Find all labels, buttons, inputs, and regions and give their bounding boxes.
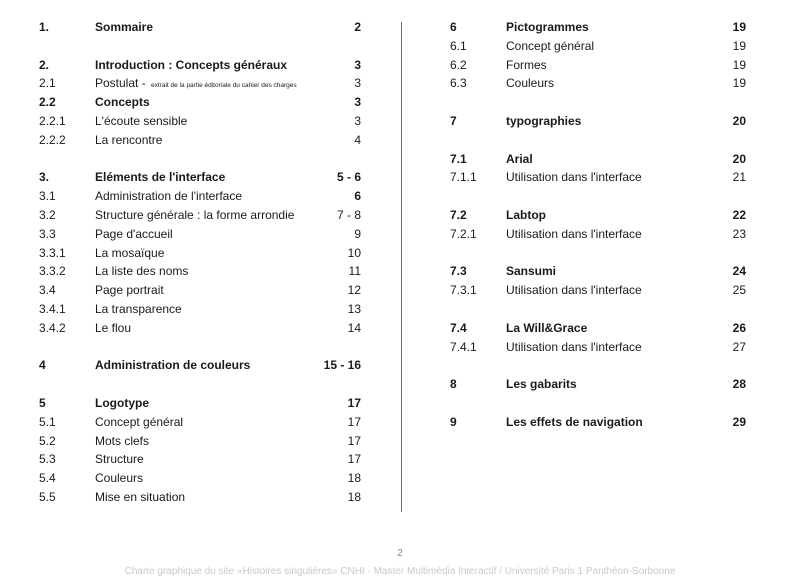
toc-entry-title-text: Eléments de l'interface [95, 170, 226, 185]
toc-left-column [39, 18, 361, 507]
toc-entry-title-text: L'écoute sensible [95, 113, 188, 128]
toc-entry-title [95, 131, 162, 150]
toc-entry-number: 6.1 [450, 38, 467, 53]
toc-entry-title-text: Page d'accueil [95, 226, 173, 241]
toc-entry-title-text: Administration de couleurs [95, 358, 251, 373]
toc-entry-title-text: Structure [95, 452, 144, 467]
toc-entry-title [95, 450, 144, 469]
toc-entry-page: 25 [732, 283, 746, 298]
toc-entry-page: 20 [732, 113, 746, 128]
toc-entry-number: 8 [450, 377, 457, 392]
toc-entry-page: 17 [347, 452, 361, 467]
toc-entry [39, 206, 361, 225]
toc-entry-title [95, 206, 294, 225]
toc-entry-title-text: Mots clefs [95, 433, 150, 448]
toc-entry-page: 19 [732, 38, 746, 53]
toc-spacer [39, 338, 361, 357]
toc-spacer [39, 150, 361, 169]
toc-entry-number: 6.2 [450, 57, 467, 72]
toc-entry-page: 3 [354, 113, 361, 128]
toc-entry-page: 19 [732, 57, 746, 72]
toc-entry [450, 375, 746, 394]
toc-entry-title [95, 413, 183, 432]
toc-entry-page: 5 - 6 [336, 170, 361, 185]
toc-entry [39, 225, 361, 244]
toc-entry-page: 6 [354, 189, 361, 204]
toc-entry-title-text: typographies [506, 113, 582, 128]
toc-entry-title [95, 300, 182, 319]
toc-entry [39, 450, 361, 469]
toc-spacer [450, 300, 746, 319]
toc-entry-title [95, 281, 164, 300]
toc-entry-page: 27 [732, 339, 746, 354]
toc-entry-page: 21 [732, 170, 746, 185]
toc-entry-page: 4 [354, 132, 361, 147]
toc-entry-title-text: Les effets de navigation [506, 414, 643, 429]
toc-entry-page: 26 [732, 320, 746, 335]
toc-entry-title-text: Labtop [506, 207, 546, 222]
toc-entry-title [506, 281, 642, 300]
toc-entry-title [506, 262, 556, 281]
toc-entry-number: 5.3 [39, 452, 56, 467]
toc-entry-title-text: Pictogrammes [506, 20, 589, 34]
toc-entry-title-text: Introduction : Concepts généraux [95, 57, 288, 72]
toc-entry-title-text: Le flou [95, 320, 132, 335]
toc-entry [39, 469, 361, 488]
toc-entry-title-text: Sansumi [506, 264, 557, 279]
toc-spacer [450, 394, 746, 413]
toc-spacer [39, 375, 361, 394]
toc-entry [450, 18, 746, 37]
toc-entry-number: 3.1 [39, 189, 56, 204]
toc-entry-number: 7 [450, 113, 457, 128]
toc-entry-title [506, 375, 577, 394]
toc-entry [450, 413, 746, 432]
toc-entry-title-text: Concept général [95, 414, 184, 429]
toc-entry-number: 5.5 [39, 489, 56, 504]
toc-entry-number: 9 [450, 414, 457, 429]
toc-entry-title-text: Sommaire [95, 20, 154, 34]
toc-entry [450, 338, 746, 357]
toc-entry-page: 15 - 16 [323, 358, 361, 373]
toc-entry [39, 319, 361, 338]
toc-entry-title [506, 206, 546, 225]
toc-entry-number: 5.4 [39, 471, 56, 486]
toc-entry [450, 262, 746, 281]
toc-entry-number: 7.4.1 [450, 339, 477, 354]
toc-right-column [450, 18, 746, 432]
toc-entry [39, 300, 361, 319]
toc-entry [39, 93, 361, 112]
toc-entry-page: 23 [732, 226, 746, 241]
toc-entry-page: 29 [732, 414, 746, 429]
toc-entry-number: 4 [39, 358, 46, 373]
toc-entry-number: 2.2.1 [39, 113, 66, 128]
toc-entry-title [95, 56, 287, 75]
toc-entry-number: 5.1 [39, 414, 56, 429]
toc-spacer [450, 131, 746, 150]
toc-entry-number: 7.2 [450, 207, 467, 222]
toc-entry-title [506, 112, 581, 131]
toc-entry-number: 2.2 [39, 95, 56, 110]
toc-entry-number: 2. [39, 57, 50, 72]
toc-entry-title [506, 150, 533, 169]
toc-entry-number: 7.1 [450, 151, 467, 166]
toc-entry-title-text: Formes [506, 57, 547, 72]
toc-entry-page: 14 [347, 320, 361, 335]
toc-entry-title [95, 18, 153, 37]
toc-entry [39, 262, 361, 281]
toc-entry [39, 432, 361, 451]
toc-entry-page: 12 [347, 283, 361, 298]
toc-entry [39, 112, 361, 131]
toc-entry-number: 7.4 [450, 320, 467, 335]
toc-entry-title-text: Page portrait [95, 283, 164, 298]
toc-entry-title-text: Concept général [506, 38, 595, 53]
toc-entry-number: 3.2 [39, 207, 56, 222]
toc-entry-title-text: Arial [506, 151, 533, 166]
toc-entry [39, 356, 361, 375]
toc-entry-title [95, 168, 225, 187]
toc-entry-number: 3.3.1 [39, 245, 66, 260]
toc-entry-title [95, 432, 149, 451]
toc-entry-page: 17 [347, 414, 361, 429]
toc-entry-page: 19 [732, 20, 746, 34]
toc-entry-number: 3.4.1 [39, 301, 66, 316]
toc-entry [450, 74, 746, 93]
toc-entry [39, 488, 361, 507]
toc-entry-title [95, 488, 185, 507]
toc-entry-page: 24 [732, 264, 746, 279]
toc-entry-subtitle: extrait de la partie éditoriale du cahier des charges [151, 82, 297, 90]
toc-entry-title [506, 37, 594, 56]
toc-entry-page: 9 [354, 226, 361, 241]
footer-credit: Charte graphique du site «Histoires singulières» CNHI - Master Multimédia Interactif / Université Paris 1 Panthéon-Sorbonne [124, 566, 676, 577]
toc-entry-page: 3 [354, 95, 361, 110]
toc-entry-title [506, 338, 642, 357]
toc-entry [450, 150, 746, 169]
toc-entry [450, 281, 746, 300]
toc-entry-title [95, 244, 164, 263]
toc-entry-title-text: Postulat - [95, 76, 150, 91]
toc-entry-title-text: Utilisation dans l'interface [506, 283, 642, 298]
toc-entry [39, 56, 361, 75]
toc-entry-number: 3.4.2 [39, 320, 66, 335]
toc-entry-page: 17 [347, 395, 361, 410]
toc-entry-page: 19 [732, 76, 746, 91]
toc-entry-title [506, 18, 589, 37]
toc-entry-number: 7.3 [450, 264, 467, 279]
toc-entry-number: 5.2 [39, 433, 56, 448]
toc-entry-title-text: Administration de l'interface [95, 189, 243, 204]
toc-entry-title-text: Logotype [95, 395, 149, 410]
toc-entry [39, 244, 361, 263]
toc-entry-page: 11 [348, 264, 361, 279]
toc-entry [39, 131, 361, 150]
toc-entry-title [506, 319, 587, 338]
toc-entry-number: 2.1 [39, 76, 56, 91]
toc-entry [39, 187, 361, 206]
toc-entry-page: 22 [732, 207, 746, 222]
toc-entry [450, 112, 746, 131]
toc-entry-page: 17 [347, 433, 361, 448]
toc-entry-title [506, 413, 643, 432]
toc-entry-title-text: Couleurs [506, 76, 555, 91]
toc-entry-title-text: Utilisation dans l'interface [506, 339, 642, 354]
page-number: 2 [397, 548, 403, 559]
toc-entry-number: 3.3 [39, 226, 56, 241]
toc-entry [450, 225, 746, 244]
toc-entry-title-text: La mosaïque [95, 245, 165, 260]
toc-entry-title-text: La Will&Grace [506, 320, 588, 335]
toc-entry-title-text: Utilisation dans l'interface [506, 170, 642, 185]
toc-entry-page: 10 [347, 245, 361, 260]
toc-entry-page: 13 [347, 301, 361, 316]
toc-entry-page: 7 - 8 [336, 207, 361, 222]
toc-entry-title [506, 74, 554, 93]
toc-entry [450, 168, 746, 187]
toc-entry-page: 18 [347, 489, 361, 504]
toc-entry-page: 18 [347, 471, 361, 486]
toc-entry [39, 281, 361, 300]
toc-entry-number: 7.1.1 [450, 170, 477, 185]
toc-entry-title-text: La rencontre [95, 132, 163, 147]
toc-entry-title [95, 469, 143, 488]
toc-entry-page: 2 [354, 20, 361, 34]
toc-entry-title [95, 187, 242, 206]
toc-spacer [450, 93, 746, 112]
column-divider [401, 22, 402, 512]
toc-entry-title [506, 225, 642, 244]
toc-entry-title [95, 93, 150, 112]
toc-entry-title [95, 225, 173, 244]
toc-spacer [450, 244, 746, 263]
toc-entry-title [95, 319, 131, 338]
toc-entry-title-text: Mise en situation [95, 489, 186, 504]
toc-entry [39, 413, 361, 432]
toc-entry-title-text: La transparence [95, 301, 182, 316]
toc-entry [450, 37, 746, 56]
toc-entry-title-text: Structure générale : la forme arrondie [95, 207, 295, 222]
toc-entry-number: 6.3 [450, 76, 467, 91]
toc-entry-number: 3.4 [39, 283, 56, 298]
toc-entry-title-text: Concepts [95, 95, 150, 110]
toc-entry-number: 7.3.1 [450, 283, 477, 298]
toc-spacer [39, 37, 361, 56]
toc-entry-number: 7.2.1 [450, 226, 477, 241]
toc-spacer [450, 356, 746, 375]
toc-entry-title [506, 56, 547, 75]
toc-entry-number: 3. [39, 170, 50, 185]
toc-entry [39, 74, 361, 93]
toc-entry-title-text: Couleurs [95, 471, 144, 486]
toc-entry-number: 1. [39, 20, 50, 34]
toc-entry-page: 20 [732, 151, 746, 166]
toc-entry [450, 319, 746, 338]
toc-entry [39, 394, 361, 413]
toc-entry-title [95, 356, 250, 375]
toc-entry-page: 3 [354, 76, 361, 91]
toc-entry [450, 206, 746, 225]
toc-entry-title [506, 168, 642, 187]
toc-entry-title [95, 112, 187, 131]
toc-entry-number: 3.3.2 [39, 264, 66, 279]
toc-entry-title [95, 262, 188, 281]
toc-spacer [450, 187, 746, 206]
toc-entry-title [95, 394, 149, 413]
toc-entry-page: 3 [354, 57, 361, 72]
toc-entry-title-text: La liste des noms [95, 264, 189, 279]
toc-entry-title-text: Utilisation dans l'interface [506, 226, 642, 241]
toc-entry-number: 2.2.2 [39, 132, 66, 147]
toc-entry-page: 28 [732, 377, 746, 392]
toc-entry-number: 5 [39, 395, 46, 410]
toc-entry [450, 56, 746, 75]
toc-entry [39, 168, 361, 187]
toc-entry-number: 6 [450, 20, 457, 34]
toc-entry-title-text: Les gabarits [506, 377, 577, 392]
toc-entry [39, 18, 361, 37]
